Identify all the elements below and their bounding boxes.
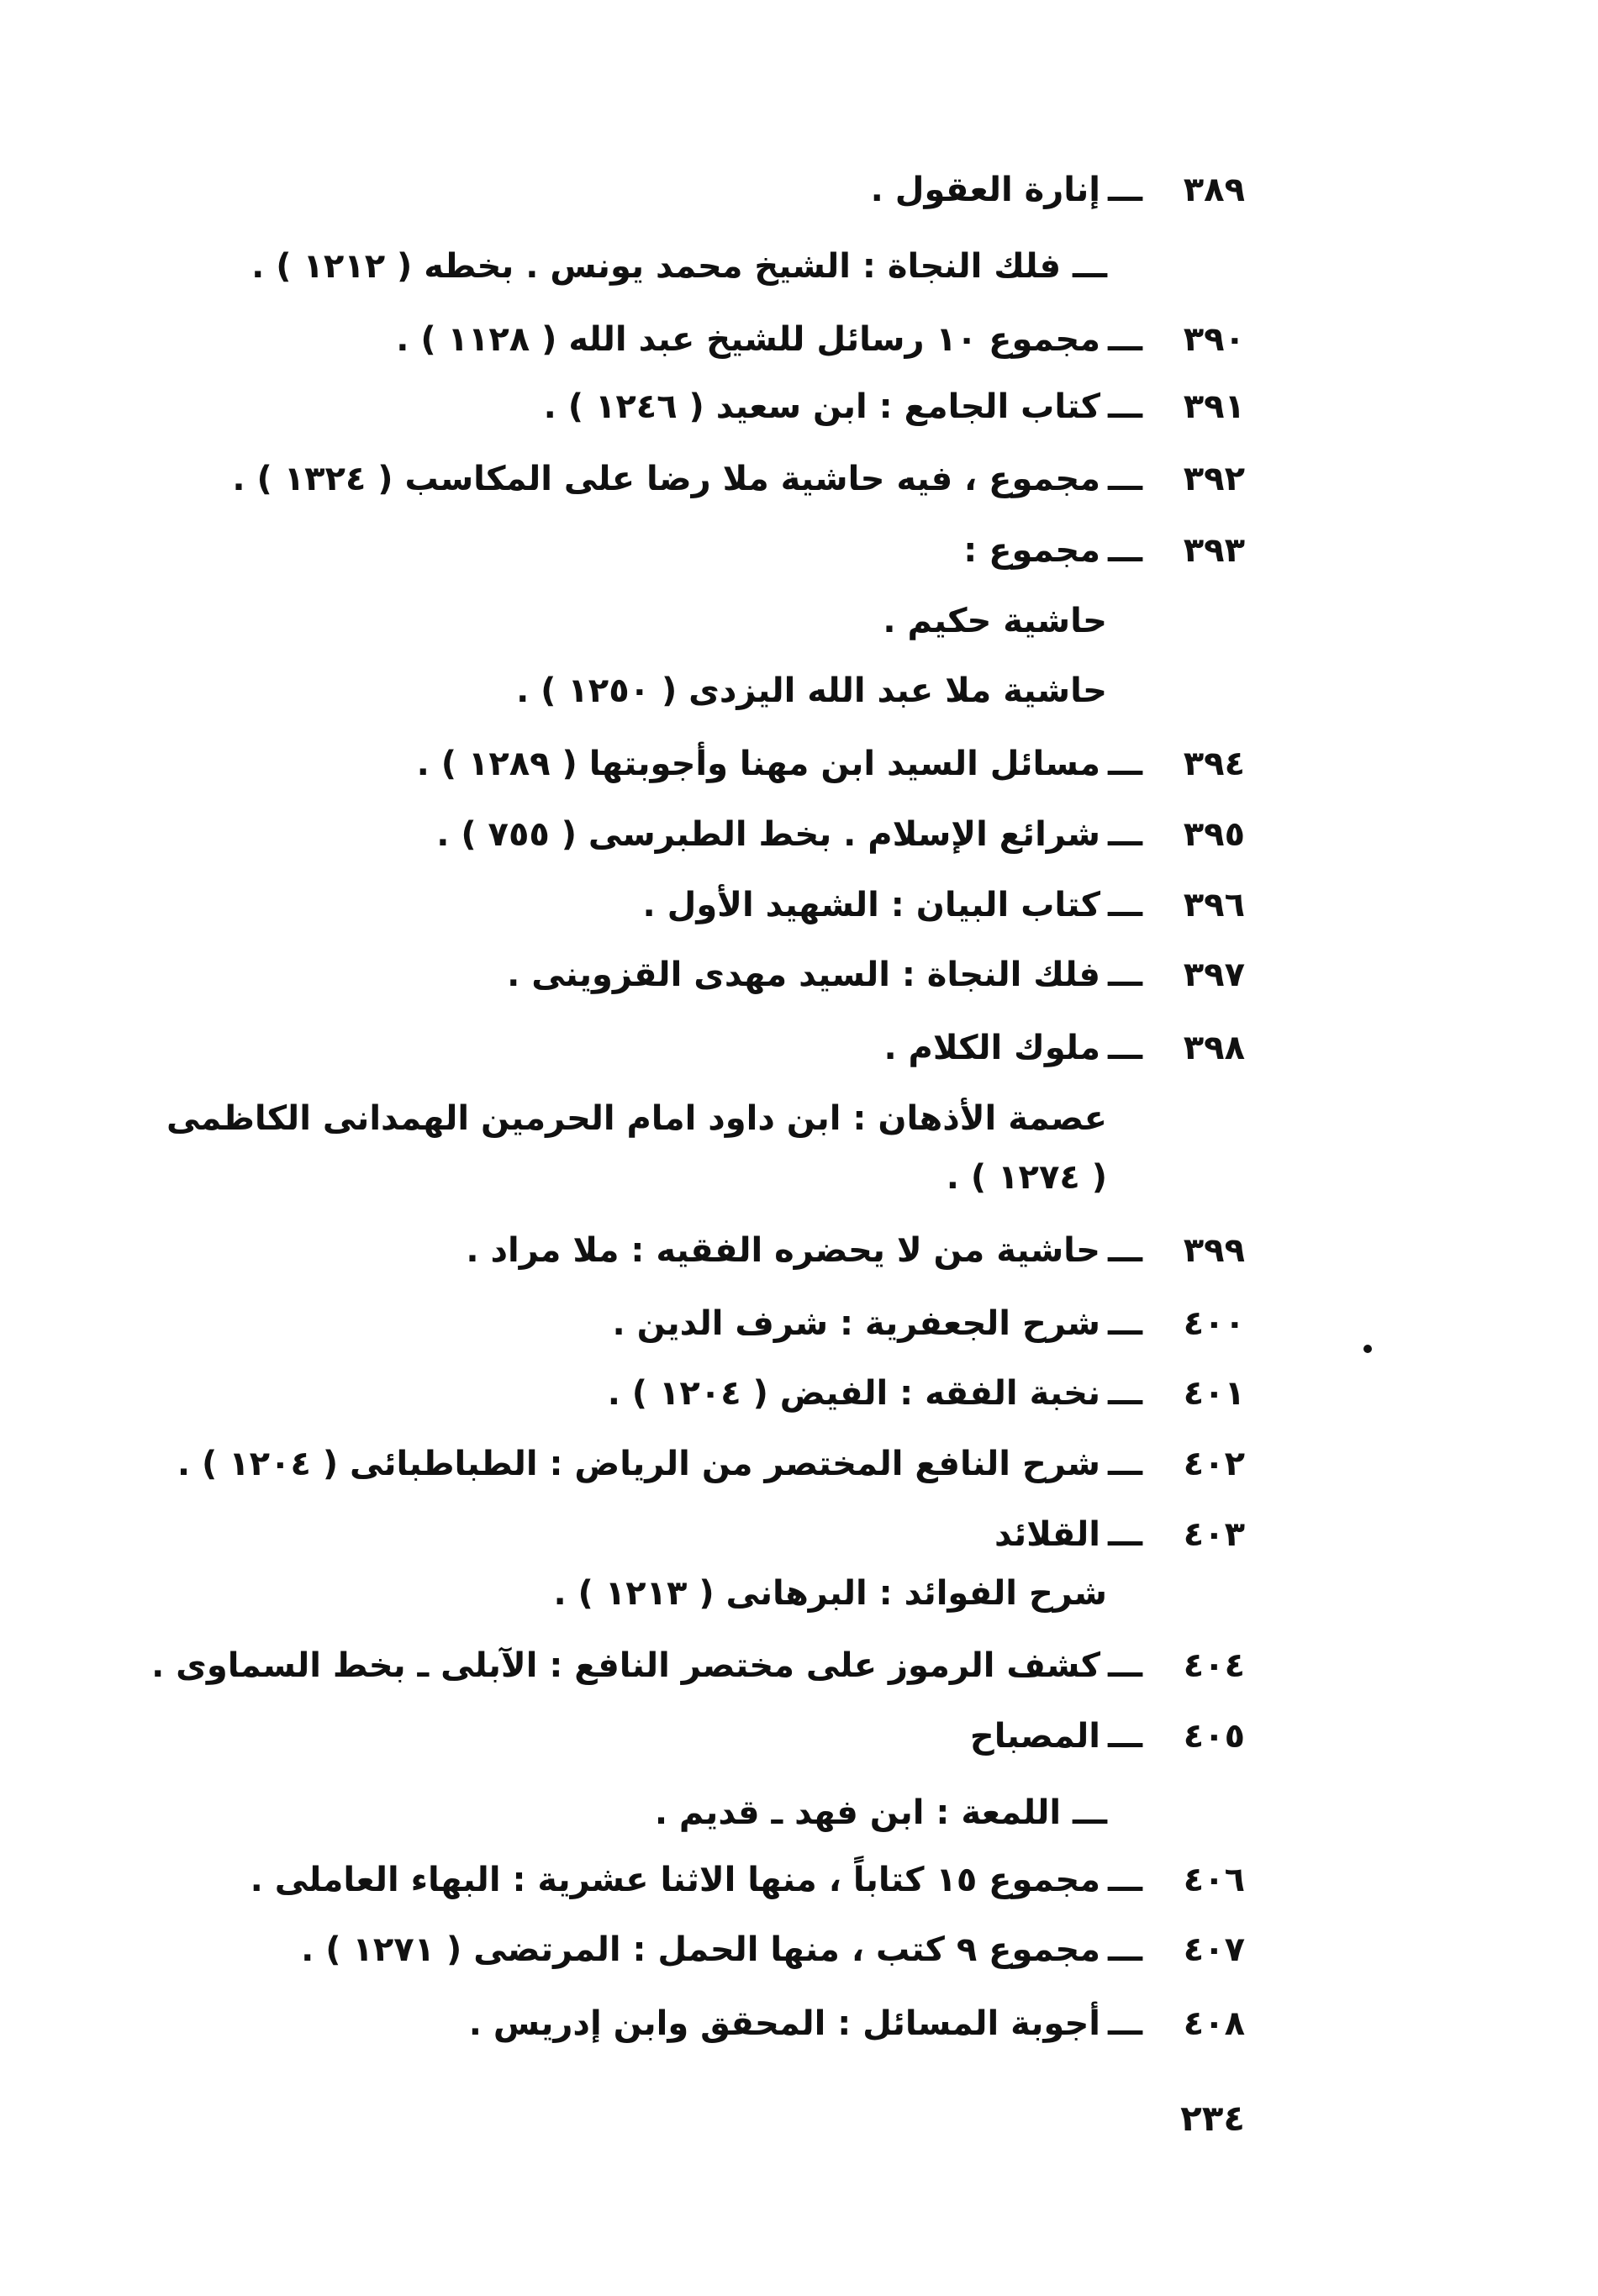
- catalog-entry: [0, 382, 1598, 432]
- entry-number: ٤٠٥: [1183, 1717, 1245, 1756]
- catalog-subline: [0, 666, 1598, 716]
- entry-number: ٣٩٢: [1183, 460, 1245, 498]
- catalog-entry: [0, 1298, 1598, 1349]
- catalog-entry: [0, 454, 1598, 504]
- subline-text: شرح الفوائد : البرهانى ( ١٢١٣ ) .: [553, 1574, 1107, 1613]
- entry-dash: ـــ: [1107, 171, 1142, 209]
- catalog-entry: [0, 1225, 1598, 1276]
- entry-title: مسائل السيد ابن مهنا وأجوبتها ( ١٢٨٩ ) .: [416, 745, 1100, 783]
- entry-title: إنارة العقول .: [870, 171, 1100, 209]
- entry-number: ٤٠٦: [1183, 1861, 1245, 1899]
- entry-title: كتاب البيان : الشهيد الأول .: [642, 886, 1100, 924]
- entry-title: حاشية من لا يحضره الفقيه : ملا مراد .: [466, 1231, 1100, 1270]
- entry-title: مجموع ، فيه حاشية ملا رضا على المكاسب ( ١٣٢٤ ) .: [232, 460, 1100, 498]
- entry-dash: ـــ: [1107, 1717, 1142, 1756]
- entry-number: ٤٠٢: [1183, 1445, 1245, 1483]
- entry-title: المصباح: [969, 1717, 1100, 1756]
- entry-title: فلك النجاة : السيد مهدى القزوينى .: [507, 956, 1100, 994]
- subline-text: ( ١٢٧٤ ) .: [946, 1158, 1107, 1197]
- entry-number: ٣٩٨: [1183, 1029, 1245, 1067]
- entry-title: شرائع الإسلام . بخط الطبرسى ( ٧٥٥ ) .: [436, 815, 1100, 854]
- catalog-subline: [0, 1093, 1598, 1144]
- entry-title: مجموع ١٥ كتاباً ، منها الاثنا عشرية : البهاء العاملى .: [250, 1861, 1100, 1899]
- catalog-entry: [0, 1509, 1598, 1560]
- catalog-entry: [0, 525, 1598, 576]
- catalog-subline: [0, 1152, 1598, 1203]
- entry-dash: ـــ: [1107, 745, 1142, 783]
- entry-title: نخبة الفقه : الفيض ( ١٢٠٤ ) .: [607, 1374, 1100, 1413]
- catalog-entry: [0, 1711, 1598, 1761]
- entry-dash: ـــ: [1107, 320, 1142, 359]
- entry-title: القلائد: [994, 1515, 1100, 1554]
- catalog-subline: [0, 1568, 1598, 1619]
- entry-number: ٣٩٩: [1183, 1231, 1245, 1270]
- entry-title: ملوك الكلام .: [883, 1029, 1100, 1067]
- entry-title: كشف الرموز على مختصر النافع : الآبلى ـ بخط السماوى .: [151, 1646, 1100, 1685]
- entry-dash: ـــ: [1107, 387, 1142, 426]
- subline-text: حاشية ملا عبد الله اليزدى ( ١٢٥٠ ) .: [516, 671, 1107, 710]
- catalog-entry: [0, 1439, 1598, 1489]
- entry-dash: ـــ: [1107, 1445, 1142, 1483]
- catalog-entry: [0, 1023, 1598, 1073]
- subline-text: عصمة الأذهان : ابن داود امام الحرمين الهمدانى الكاظمى: [166, 1099, 1107, 1138]
- catalog-entry: [0, 1998, 1598, 2049]
- page-number: ٢٣٤: [1180, 2098, 1245, 2139]
- entry-number: ٣٩٧: [1183, 956, 1245, 994]
- catalog-entry: [0, 880, 1598, 930]
- entry-dash: ـــ: [1107, 815, 1142, 854]
- entry-dash: ـــ: [1107, 956, 1142, 994]
- entry-dash: ـــ: [1107, 1304, 1142, 1343]
- entry-number: ٣٩٤: [1183, 745, 1245, 783]
- entry-dash: ـــ: [1107, 1374, 1142, 1413]
- catalog-entry: [0, 1855, 1598, 1905]
- catalog-entry: [0, 1925, 1598, 1975]
- entry-number: ٤٠٧: [1183, 1930, 1245, 1969]
- entry-number: ٣٩٣: [1183, 531, 1245, 570]
- entry-dash: ـــ: [1107, 886, 1142, 924]
- entry-dash: ـــ: [1107, 1930, 1142, 1969]
- entry-title: شرح النافع المختصر من الرياض : الطباطبائى ( ١٢٠٤ ) .: [177, 1445, 1100, 1483]
- entry-dash: ـــ: [1107, 1231, 1142, 1270]
- entry-dash: ـــ: [1107, 2004, 1142, 2043]
- entry-title: أجوبة المسائل : المحقق وابن إدريس .: [468, 2004, 1100, 2043]
- catalog-entry: [0, 739, 1598, 789]
- entry-dash: ـــ: [1107, 1029, 1142, 1067]
- entry-number: ٤٠٨: [1183, 2004, 1245, 2043]
- entry-dash: ـــ: [1107, 531, 1142, 570]
- subline-text: حاشية حكيم .: [883, 602, 1107, 640]
- entry-dash: ـــ: [1107, 1861, 1142, 1899]
- subline-text: ـــ اللمعة : ابن فهد ـ قديم .: [654, 1793, 1107, 1832]
- catalog-entry: [0, 1368, 1598, 1419]
- catalog-entry: [0, 314, 1598, 365]
- entry-number: ٣٩١: [1183, 387, 1245, 426]
- catalog-entry: [0, 1640, 1598, 1691]
- catalog-subline: [0, 241, 1598, 292]
- entry-number: ٣٩٦: [1183, 886, 1245, 924]
- entry-dash: ـــ: [1107, 460, 1142, 498]
- entry-title: كتاب الجامع : ابن سعيد ( ١٢٤٦ ) .: [543, 387, 1100, 426]
- catalog-entry: [0, 165, 1598, 215]
- entry-title: مجموع ١٠ رسائل للشيخ عبد الله ( ١١٢٨ ) .: [396, 320, 1100, 359]
- entry-number: ٤٠٤: [1183, 1646, 1245, 1685]
- catalog-entry: [0, 950, 1598, 1000]
- entry-dash: ـــ: [1107, 1646, 1142, 1685]
- entry-number: ٤٠٠: [1183, 1304, 1245, 1343]
- entry-number: ٣٩٥: [1183, 815, 1245, 854]
- entry-number: ٣٨٩: [1183, 171, 1245, 209]
- subline-text: ـــ فلك النجاة : الشيخ محمد يونس . بخطه ( ١٢١٢ ) .: [251, 247, 1107, 286]
- entry-number: ٣٩٠: [1183, 320, 1245, 359]
- entry-title: مجموع ٩ كتب ، منها الحمل : المرتضى ( ١٢٧١ ) .: [301, 1930, 1100, 1969]
- catalog-entry: [0, 809, 1598, 860]
- entry-number: ٤٠٣: [1183, 1515, 1245, 1554]
- catalog-subline: [0, 596, 1598, 646]
- entry-title: شرح الجعفرية : شرف الدين .: [612, 1304, 1100, 1343]
- catalog-subline: [0, 1788, 1598, 1838]
- entry-number: ٤٠١: [1183, 1374, 1245, 1413]
- entry-title: مجموع :: [963, 531, 1100, 570]
- entry-dash: ـــ: [1107, 1515, 1142, 1554]
